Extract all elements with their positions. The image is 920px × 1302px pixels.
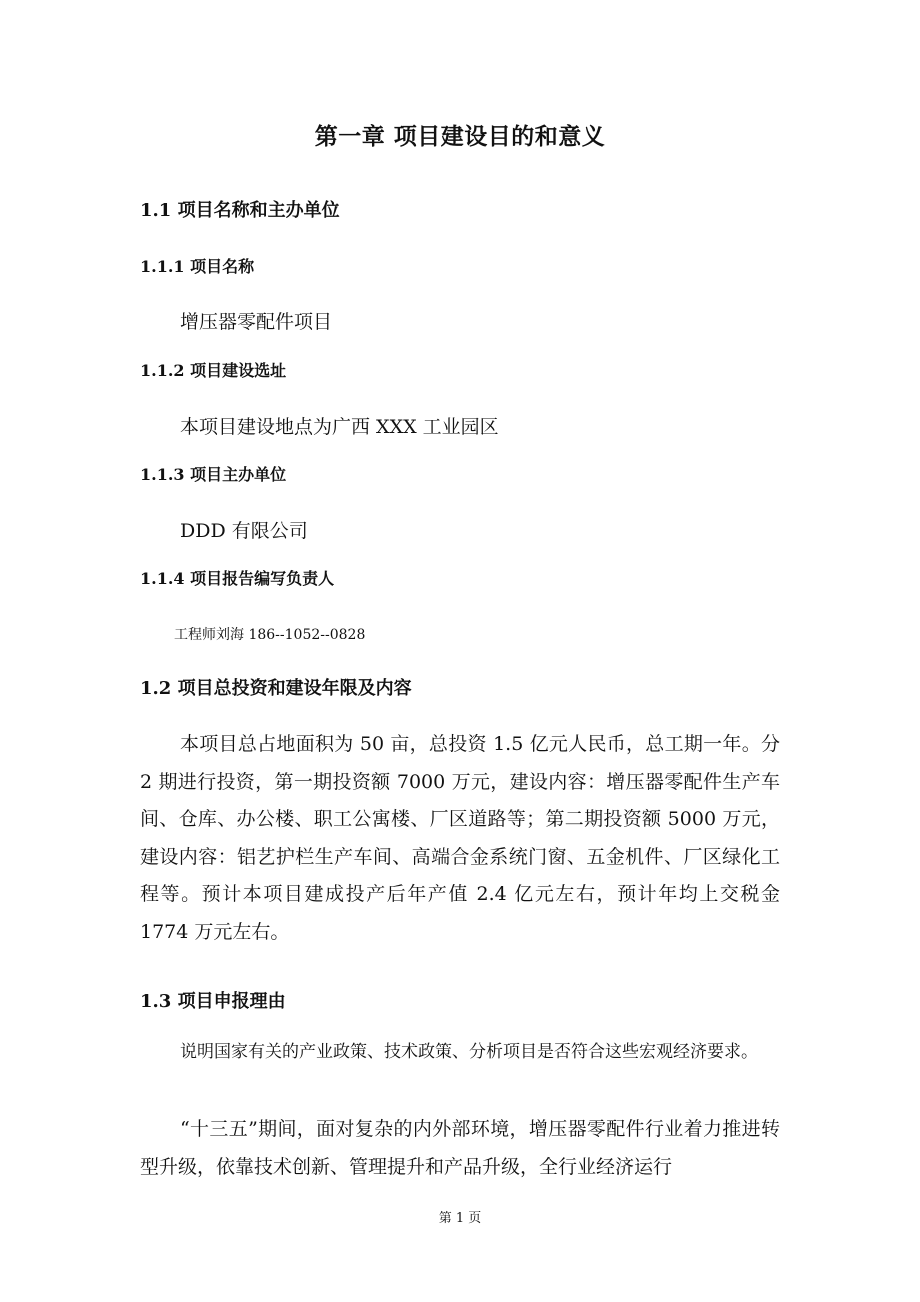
section-heading-1-1-4: 1.1.4 项目报告编写负责人 [140,569,335,588]
report-author-text: 工程师刘海 186--1052--0828 [174,627,366,643]
reason-paragraph-1: 说明国家有关的产业政策、技术政策、分析项目是否符合这些宏观经济要求。 [180,1042,758,1062]
section-heading-1-1: 1.1 项目名称和主办单位 [140,200,340,221]
section-heading-1-1-3: 1.1.3 项目主办单位 [140,465,287,484]
section-heading-1-2: 1.2 项目总投资和建设年限及内容 [140,678,412,699]
section-heading-1-1-2: 1.1.2 项目建设选址 [140,361,287,380]
page-number: 第 1 页 [438,1211,482,1226]
sponsor-text: DDD 有限公司 [180,520,308,542]
project-site-text: 本项目建设地点为广西 XXX 工业园区 [180,416,499,438]
investment-paragraph: 本项目总占地面积为 50 亩，总投资 1.5 亿元人民币，总工期一年。分 2 期进行投资，第一期投资额 7000 万元，建设内容：增压器零配件生产车间、仓库、办公楼、职工公寓楼、厂区道路等；第二期投资额 5000 万元，建设内容：铝艺护栏生产车间、高端合金系统门窗、五金机件、厂区绿化工程等。预计本项目建成投产后年产值 2.4 亿元左右，预计年均上交税金 1774 万元左右。 [140,733,780,943]
project-name-text: 增压器零配件项目 [180,311,333,333]
chapter-title: 第一章 项目建设目的和意义 [314,123,606,150]
section-heading-1-1-1: 1.1.1 项目名称 [140,257,255,276]
section-heading-1-3: 1.3 项目申报理由 [140,991,286,1012]
reason-paragraph-2: “十三五”期间，面对复杂的内外部环境，增压器零配件行业着力推进转型升级，依靠技术创新、管理提升和产品升级，全行业经济运行 [140,1118,780,1178]
